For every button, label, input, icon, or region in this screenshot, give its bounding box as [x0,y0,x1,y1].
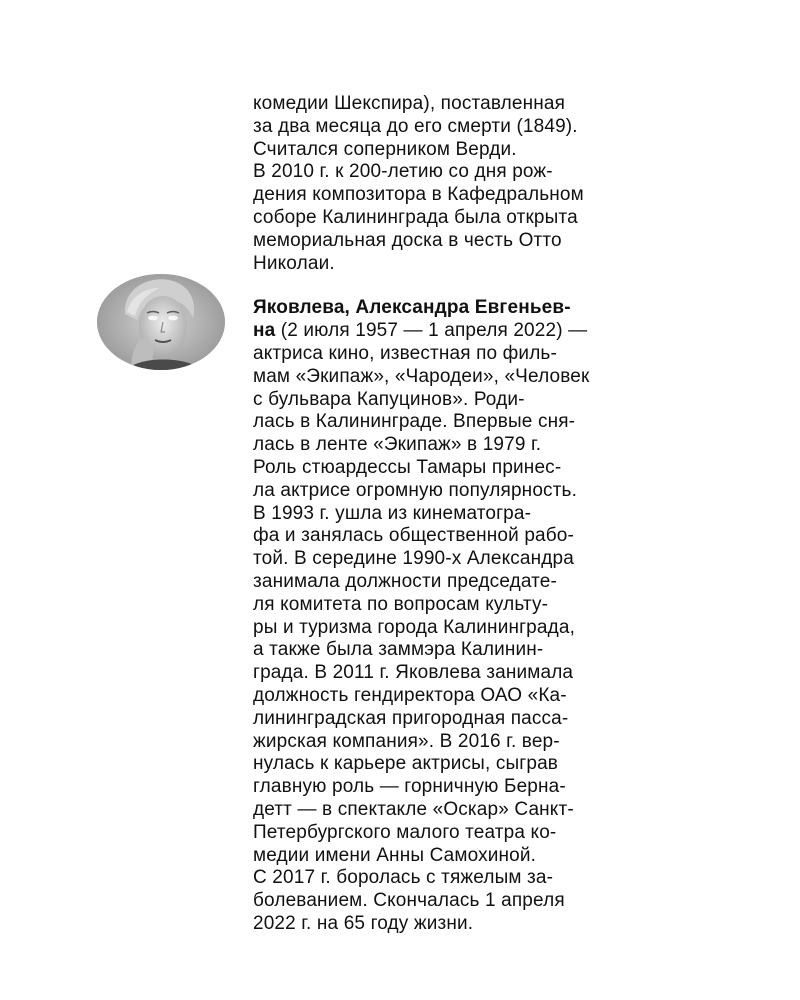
text-line: а также была заммэра Калинин- [253,639,544,661]
text-line: должность гендиректора ОАО «Ка- [253,684,567,706]
text-line: за два месяца до его смерти (1849). [253,115,578,137]
text-line: фа и занялась общественной рабо- [253,525,574,547]
text-line: занимала должности председате- [253,570,557,592]
text-line: града. В 2011 г. Яковлева занимала [253,662,574,684]
text-line: 2022 г. на 65 году жизни. [253,912,474,934]
text-line: той. В середине 1990-х Александра [253,548,574,570]
text-line: комедии Шекспира), поставленная [253,93,566,114]
portrait-illustration [97,274,225,370]
entry-heading-continuation [253,320,673,343]
entry-spacer [253,275,673,297]
text-line: мам «Экипаж», «Чародеи», «Человек [253,365,590,387]
text-line: ла актрисе огромную популярность. [253,479,578,501]
text-line: лининградская пригородная пасса- [253,707,569,729]
text-line: Считался соперником Верди. [253,138,517,160]
text-line: ля комитета по вопросам культу- [253,593,549,615]
text-line: главную роль — горничную Берна- [253,776,566,798]
article-text [253,93,673,936]
text-line: В 1993 г. ушла из кинематогра- [253,502,532,524]
portrait-photo [97,274,225,370]
text-line: С 2017 г. боролась с тяжелым за- [253,867,554,889]
text-line: лась в Калининграде. Впервые сня- [253,411,576,433]
text-line: Николаи. [253,252,335,274]
text-line: В 2010 г. к 200-летию со дня рож- [253,161,553,183]
text-line: медии имени Анны Самохиной. [253,844,537,866]
entry-dates: (2 июля 1957 — 1 апреля 2022) — [275,320,588,342]
entry-heading: Яковлева, Александра Евгеньев- [253,297,571,319]
entry-heading-end: на [253,320,276,342]
text-line: детт — в спектакле «Оскар» Санкт- [253,798,574,820]
entry-yakovleva [253,297,673,935]
text-line: Петербургского малого театра ко- [253,821,557,843]
text-line: с бульвара Капуцинов». Роди- [253,388,525,410]
text-line: болеванием. Скончалась 1 апреля [253,890,565,912]
entry-nicolai-continuation [253,93,673,275]
text-line: дения композитора в Кафедральном [253,184,584,206]
text-line: лась в ленте «Экипаж» в 1979 г. [253,434,542,456]
text-line: актриса кино, известная по филь- [253,342,557,364]
text-line: соборе Калининграда была открыта [253,206,578,228]
text-line: нулась к карьере актрисы, сыграв [253,753,559,775]
text-line: ры и туризма города Калининграда, [253,616,576,638]
text-line: жирская компания». В 2016 г. вер- [253,730,560,752]
text-line: мемориальная доска в честь Отто [253,229,562,251]
text-line: Роль стюардессы Тамары принес- [253,456,562,478]
